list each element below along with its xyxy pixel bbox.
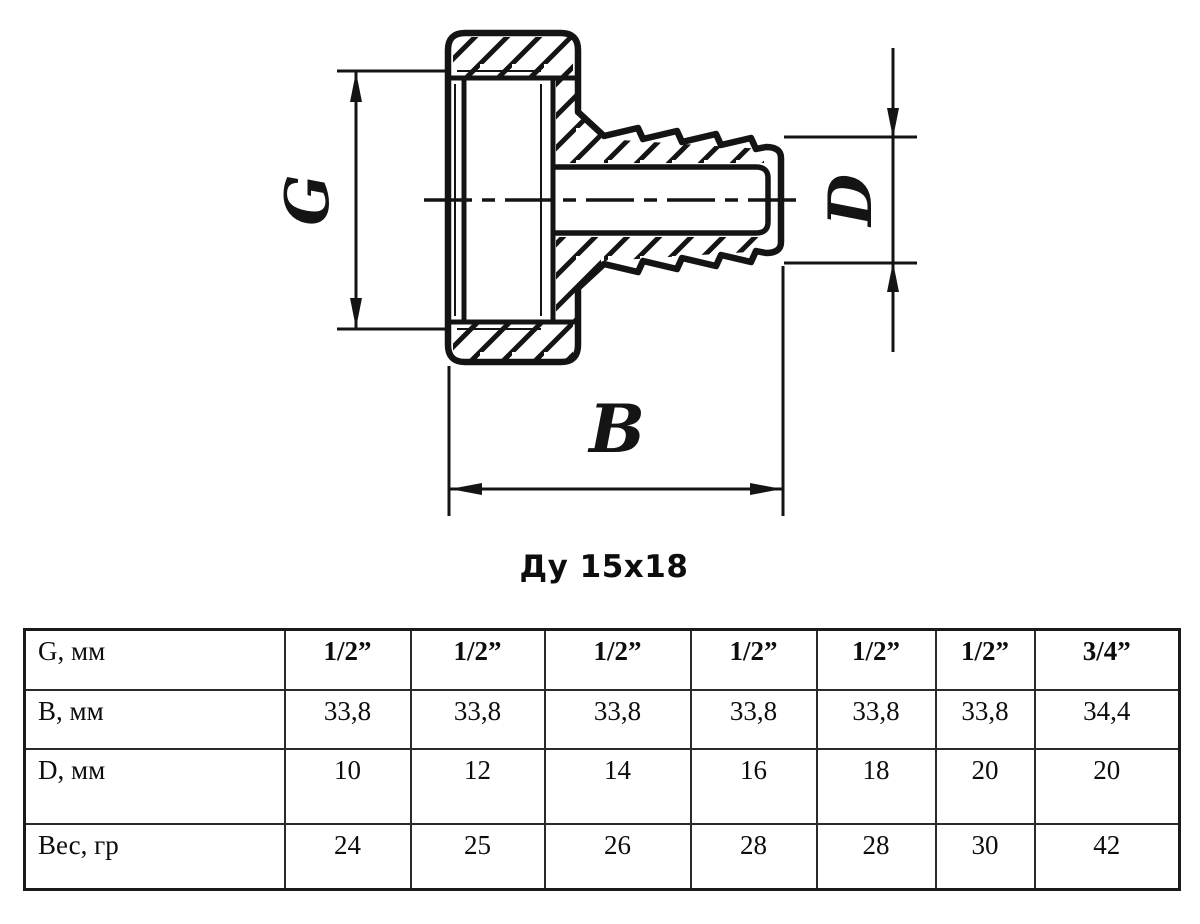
spec-table — [23, 628, 1181, 891]
dimension-label-d: D — [816, 173, 886, 227]
table-cell: 30 — [936, 824, 1035, 890]
table-cell: 33,8 — [936, 690, 1035, 749]
table-cell: 33,8 — [411, 690, 545, 749]
table-cell: 33,8 — [691, 690, 817, 749]
table-cell: 33,8 — [817, 690, 936, 749]
table-cell: 3/4” — [1035, 630, 1180, 690]
table-cell: 42 — [1035, 824, 1180, 890]
table-cell: 26 — [545, 824, 691, 890]
drawing-caption: Ду 15x18 — [519, 549, 689, 585]
table-row-g — [25, 630, 1180, 690]
table-cell: 1/2” — [691, 630, 817, 690]
dimension-label-g: G — [273, 174, 343, 226]
row-label: B, мм — [25, 690, 285, 749]
fitting-body-outline — [448, 33, 781, 362]
table-cell: 1/2” — [936, 630, 1035, 690]
table-cell: 18 — [817, 749, 936, 824]
table-cell: 28 — [691, 824, 817, 890]
table-row-weight — [25, 824, 1180, 890]
spec-table-wrap — [23, 628, 1178, 891]
table-cell: 16 — [691, 749, 817, 824]
table-row-d — [25, 749, 1180, 824]
table-cell: 12 — [411, 749, 545, 824]
table-cell: 34,4 — [1035, 690, 1180, 749]
table-cell: 33,8 — [545, 690, 691, 749]
table-cell: 1/2” — [411, 630, 545, 690]
table-cell: 25 — [411, 824, 545, 890]
table-cell: 20 — [1035, 749, 1180, 824]
row-label: G, мм — [25, 630, 285, 690]
table-cell: 1/2” — [545, 630, 691, 690]
table-cell: 20 — [936, 749, 1035, 824]
table-cell: 33,8 — [285, 690, 411, 749]
table-cell: 1/2” — [285, 630, 411, 690]
table-cell: 1/2” — [817, 630, 936, 690]
row-label: Вес, гр — [25, 824, 285, 890]
table-row-b — [25, 690, 1180, 749]
row-label: D, мм — [25, 749, 285, 824]
table-cell: 24 — [285, 824, 411, 890]
table-cell: 10 — [285, 749, 411, 824]
dimension-label-b: B — [589, 390, 645, 468]
table-cell: 14 — [545, 749, 691, 824]
table-cell: 28 — [817, 824, 936, 890]
